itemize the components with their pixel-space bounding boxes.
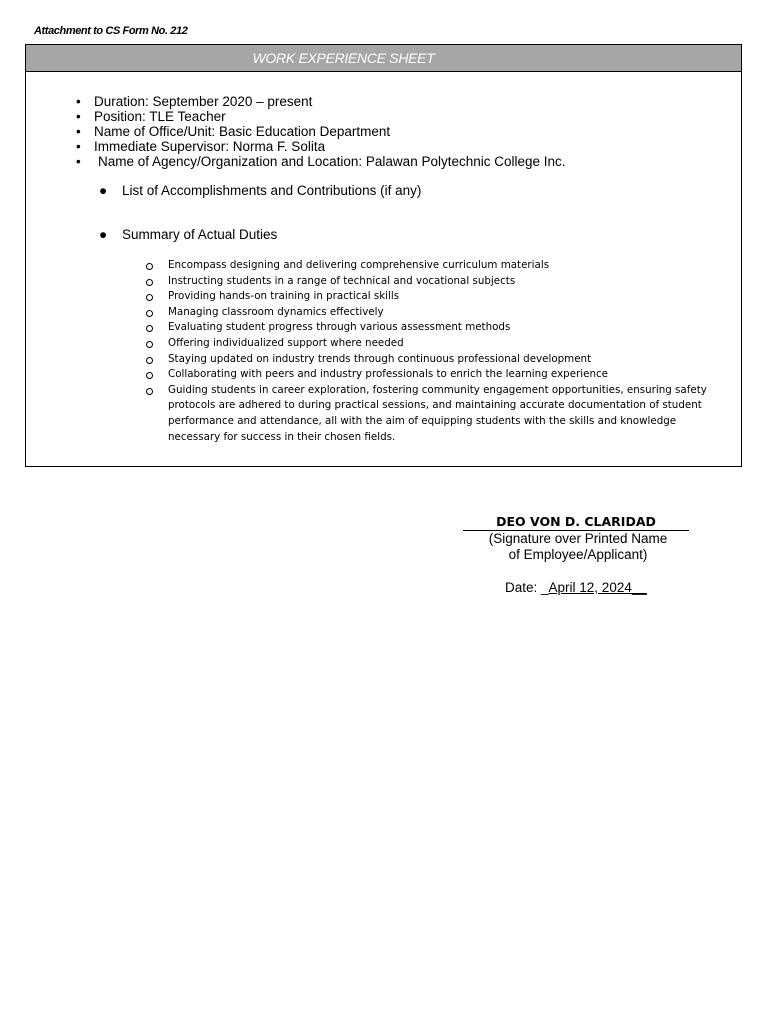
duty-item: Providing hands-on training in practical skills (144, 289, 731, 305)
details-list (76, 94, 566, 169)
date-label: Date: _ (505, 580, 549, 595)
bullet-icon: ● (99, 227, 108, 242)
duties-list (144, 258, 731, 445)
detail-supervisor: • Immediate Supervisor: Norma F. Solita (76, 139, 566, 154)
duty-item: Encompass designing and delivering comprehensive curriculum materials (144, 258, 731, 274)
employee-printed-name: DEO VON D. CLARIDAD (463, 514, 689, 531)
detail-agency: • Name of Agency/Organization and Location: Palawan Polytechnic College Inc. (76, 154, 566, 169)
duty-item: Staying updated on industry trends through continuous professional development (144, 352, 731, 368)
sheet-title: WORK EXPERIENCE SHEET (26, 45, 741, 72)
signature-caption (465, 531, 691, 563)
date-value: April 12, 2024__ (548, 580, 647, 595)
accomplishments-label: List of Accomplishments and Contributions (if any) (122, 183, 422, 198)
duties-label: Summary of Actual Duties (122, 227, 278, 242)
duty-item: Guiding students in career exploration, fostering community engagement opportunities, ensuring safety protocols are adhered to during practical sessions, and maintaining accurate documentation of student performance and attendance, all with the aim of equipping students with the skills and knowledge necessary for success in their chosen fields. (144, 383, 731, 445)
duty-item: Offering individualized support where needed (144, 336, 731, 352)
duty-item: Instructing students in a range of technical and vocational subjects (144, 274, 731, 290)
bullet-icon: ● (99, 183, 108, 198)
signature-caption-line2: of Employee/Applicant) (508, 547, 648, 562)
signature-caption-line1: (Signature over Printed Name (488, 531, 668, 546)
duty-item: Collaborating with peers and industry professionals to enrich the learning experience (144, 367, 731, 383)
work-experience-sheet (25, 44, 742, 467)
accomplishments-item (99, 183, 421, 199)
attachment-label: Attachment to CS Form No. 212 (34, 25, 188, 37)
duty-item: Evaluating student progress through various assessment methods (144, 320, 731, 336)
detail-position: • Position: TLE Teacher (76, 109, 566, 124)
detail-duration: • Duration: September 2020 – present (76, 94, 566, 109)
detail-office-unit: • Name of Office/Unit: Basic Education Department (76, 124, 566, 139)
duty-item: Managing classroom dynamics effectively (144, 305, 731, 321)
duties-item (99, 227, 277, 243)
date-line (505, 580, 647, 595)
